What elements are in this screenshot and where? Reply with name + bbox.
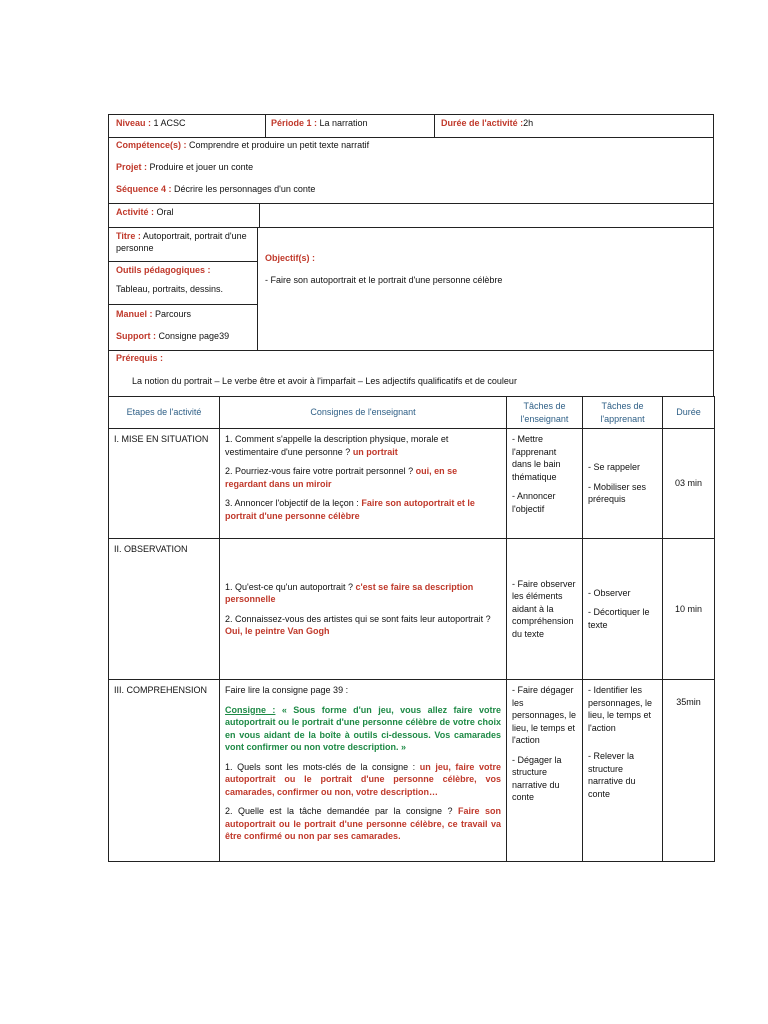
- lesson-table: [108, 396, 715, 862]
- competence-label: Compétence(s) :: [116, 140, 187, 150]
- niveau-value: 1 ACSC: [153, 118, 186, 128]
- step-cell: II. OBSERVATION: [109, 539, 220, 680]
- header-row: [108, 114, 714, 138]
- prerequis-block: [108, 350, 714, 397]
- teacher-tasks-cell: [507, 680, 583, 862]
- col-header-consignes: Consignes de l'enseignant: [220, 397, 507, 429]
- objectifs-cell: [265, 253, 705, 285]
- support-line: [116, 331, 229, 341]
- sequence-label: Séquence 4 :: [116, 184, 172, 194]
- titre-label: Titre :: [116, 231, 141, 241]
- duration-cell: 35min: [663, 680, 715, 862]
- objectifs-value: - Faire son autoportrait et le portrait d'une personne célèbre: [265, 275, 503, 285]
- question-2: 2. Connaissez-vous des artistes qui se sont faits leur autoportrait ? Oui, le peintre Van Gogh: [225, 613, 491, 636]
- col-header-duree: Durée: [663, 397, 715, 429]
- consigne-label: Consigne :: [225, 704, 276, 715]
- prerequis-value: La notion du portrait – Le verbe être et avoir à l'imparfait – Les adjectifs qualificatifs et de couleur: [132, 376, 517, 386]
- step-cell: I. MISE EN SITUATION: [109, 429, 220, 539]
- outils-label: Outils pédagogiques :: [116, 265, 211, 275]
- outils-value: Tableau, portraits, dessins.: [116, 284, 224, 294]
- duration-cell: 10 min: [663, 539, 715, 680]
- table-row: [109, 680, 715, 862]
- learner-task: - Relever la structure narrative du conte: [588, 751, 636, 799]
- activite-label: Activité :: [116, 207, 155, 217]
- teacher-tasks-cell: [507, 429, 583, 539]
- answer-1: c'est se faire sa description personnelle: [225, 581, 474, 604]
- question-2: 2. Quelle est la tâche demandée par la consigne ? Faire son autoportrait ou le portrait d'une personne célèbre, ce travail va être confirmé ou non par ses camarades.: [225, 806, 501, 841]
- projet-line: [116, 162, 253, 172]
- duree-value: 2h: [523, 118, 534, 128]
- titre-cell: [116, 230, 254, 254]
- col-header-etapes: Etapes de l'activité: [109, 397, 220, 429]
- activite-cell: [116, 207, 174, 217]
- sequence-value: Décrire les personnages d'un conte: [174, 184, 316, 194]
- question-2: 2. Pourriez-vous faire votre portrait personnel ? oui, en se regardant dans un miroir: [225, 466, 458, 489]
- duree-label: Durée de l'activité :: [441, 118, 524, 128]
- competence-value: Comprendre et produire un petit texte narratif: [189, 140, 370, 150]
- activite-value: Oral: [156, 207, 174, 217]
- learner-tasks-cell: [583, 429, 663, 539]
- manuel-value: Parcours: [155, 309, 192, 319]
- consigne-intro: Faire lire la consigne page 39 :: [225, 685, 349, 695]
- learner-task: - Se rappeler: [588, 462, 641, 473]
- question-1: 1. Qu'est-ce qu'un autoportrait ? c'est se faire sa description personnelle: [225, 581, 474, 604]
- niveau-cell: [116, 118, 186, 128]
- consignes-cell: [220, 539, 507, 680]
- sequence-line: [116, 184, 315, 194]
- table-row: [109, 539, 715, 680]
- teacher-task: - Faire dégager les personnages, le lieu, le temps et l'action: [512, 685, 577, 745]
- projet-value: Produire et jouer un conte: [149, 162, 254, 172]
- support-label: Support :: [116, 331, 156, 341]
- teacher-tasks-cell: [507, 539, 583, 680]
- answer-2: oui, en se regardant dans un miroir: [225, 466, 458, 489]
- support-value: Consigne page39: [158, 331, 230, 341]
- learner-tasks-cell: [583, 539, 663, 680]
- col-header-taches-enseignant: Tâches de l'enseignant: [507, 397, 583, 429]
- titre-value: Autoportrait, portrait d'une personne: [116, 231, 247, 253]
- step-cell: III. COMPREHENSION: [109, 680, 220, 862]
- manuel-line: [116, 309, 191, 319]
- table-header-row: [109, 397, 715, 429]
- question-1: 1. Quels sont les mots-clés de la consigne : un jeu, faire votre autoportrait ou le portrait d'une personne célèbre, vos camarades, confirmer ou non, votre description…: [225, 761, 501, 797]
- answer-3: Faire son autoportrait et le portrait d'une personne célèbre: [225, 498, 475, 521]
- consigne-block: [225, 704, 501, 754]
- learner-task: - Décortiquer le texte: [588, 607, 650, 630]
- question-3: 3. Annoncer l'objectif de la leçon : Faire son autoportrait et le portrait d'une personne célèbre: [225, 498, 475, 521]
- answer-2: Faire son autoportrait ou le portrait d'une personne célèbre, ce travail va être confirmé ou non par ses camarades.: [225, 806, 501, 841]
- objectifs-label: Objectif(s) :: [265, 253, 316, 263]
- niveau-label: Niveau :: [116, 118, 152, 128]
- teacher-task: - Faire observer les éléments aidant à la compréhension du texte: [512, 578, 576, 639]
- prerequis-label: Prérequis :: [116, 353, 164, 363]
- consignes-cell: [220, 680, 507, 862]
- learner-task: - Identifier les personnages, le lieu, le temps et l'action: [588, 685, 653, 733]
- projet-label: Projet :: [116, 162, 148, 172]
- periode-cell: [271, 118, 368, 128]
- answer-1: un jeu, faire votre autoportrait ou le portrait d'une personne célèbre, vos camarades, confirmer ou non, votre description…: [225, 761, 501, 797]
- learner-tasks-cell: [583, 680, 663, 862]
- learner-task: - Mobiliser ses prérequis: [588, 481, 647, 505]
- teacher-task: - Annoncer l'objectif: [512, 491, 556, 514]
- duration-cell: 03 min: [663, 429, 715, 539]
- teacher-task: - Mettre l'apprenant dans le bain thématique: [512, 434, 561, 482]
- duree-cell: [441, 118, 533, 128]
- activite-row: [108, 203, 714, 228]
- learner-task: - Observer: [588, 587, 631, 598]
- periode-label: Période 1 :: [271, 118, 318, 128]
- outils-cell: [116, 265, 254, 294]
- manuel-label: Manuel :: [116, 309, 153, 319]
- answer-1: un portrait: [352, 446, 398, 457]
- col-header-taches-apprenant: Tâches de l'apprenant: [583, 397, 663, 429]
- periode-value: La narration: [319, 118, 368, 128]
- consignes-cell: [220, 429, 507, 539]
- consigne-text: « Sous forme d'un jeu, vous allez faire votre autoportrait ou le portrait d'une personne célèbre de votre choix en vous aidant de la boîte à outils ci-dessous. Vos camarades vont confirmer ou non votre description. »: [225, 704, 501, 752]
- table-row: [109, 429, 715, 539]
- answer-2: Oui, le peintre Van Gogh: [225, 626, 330, 636]
- competence-line: [116, 140, 369, 150]
- teacher-task: - Dégager la structure narrative du conte: [512, 754, 562, 802]
- question-1: 1. Comment s'appelle la description physique, morale et vestimentaire d'une personne ? un portrait: [225, 434, 449, 457]
